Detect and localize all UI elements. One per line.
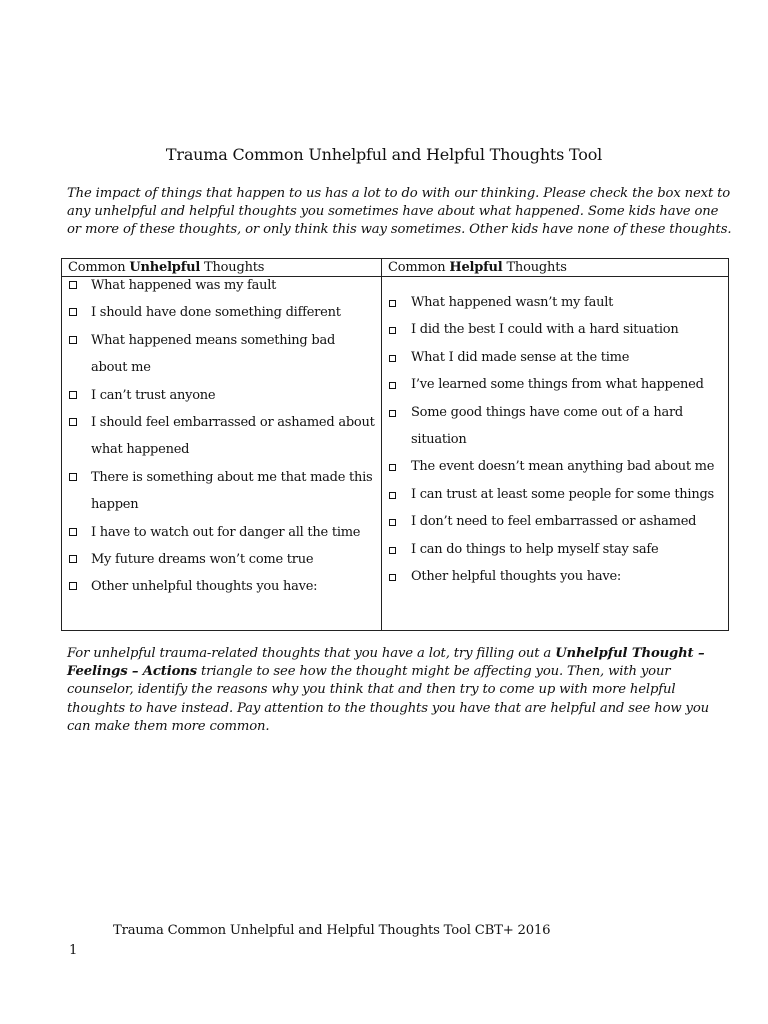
checkbox[interactable]	[69, 555, 77, 563]
helpful-thoughts-list	[389, 289, 725, 590]
helpful-item-label: I can do things to help myself stay safe	[411, 541, 659, 557]
unhelpful-item	[69, 546, 375, 573]
unhelpful-item	[69, 573, 375, 600]
unhelpful-thoughts-list	[69, 272, 375, 601]
helpful-header-pre: Common	[388, 260, 450, 275]
checkbox[interactable]	[69, 308, 77, 316]
helpful-item	[389, 371, 725, 398]
checkbox[interactable]	[69, 281, 77, 289]
helpful-item-label: I’ve learned some things from what happened	[411, 377, 704, 393]
page-footer: Trauma Common Unhelpful and Helpful Thoughts Tool CBT+ 2016	[113, 923, 551, 938]
closing-paragraph	[67, 645, 735, 736]
helpful-item-label: What I did made sense at the time	[411, 349, 630, 365]
column-divider	[381, 259, 382, 630]
checkbox[interactable]	[389, 382, 396, 389]
checkbox[interactable]	[389, 327, 396, 334]
document-title: Trauma Common Unhelpful and Helpful Thoughts Tool	[165, 145, 603, 164]
helpful-item	[389, 563, 725, 590]
helpful-header-post: Thoughts	[502, 260, 567, 275]
unhelpful-item-label: I can’t trust anyone	[91, 387, 216, 403]
unhelpful-header-bold: Unhelpful	[129, 260, 201, 275]
helpful-item-label: I don’t need to feel embarrassed or ashamed	[411, 514, 697, 530]
helpful-item	[389, 316, 725, 343]
unhelpful-item-label: I should feel embarrassed or ashamed about what happened	[91, 415, 375, 458]
unhelpful-item-label: What happened was my fault	[91, 278, 277, 293]
unhelpful-header-post: Thoughts	[200, 260, 265, 275]
checkbox[interactable]	[389, 300, 396, 307]
helpful-item	[389, 536, 725, 563]
checkbox[interactable]	[69, 473, 77, 481]
closing-text-2: triangle to see how the thought might be affecting you. Then, with your counselor, identify the reasons why you think that and then try to come up with more helpful thoughts to have instead. Pay attention to the thoughts you have that are helpful and see how you can make them more common.	[67, 664, 709, 734]
unhelpful-item-label: There is something about me that made this happen	[91, 469, 373, 513]
unhelpful-item-label: My future dreams won’t come true	[91, 552, 314, 568]
unhelpful-item	[69, 382, 375, 409]
checkbox[interactable]	[389, 464, 396, 471]
intro-paragraph: The impact of things that happen to us has a lot to do with our thinking. Please check the box next to any unhelpful and helpful thoughts you sometimes have about what happened. Some kids have one or more of these thoughts, or only think this way sometimes. Other kids have none of these thoughts.	[67, 186, 732, 237]
helpful-item	[389, 399, 725, 454]
helpful-header	[388, 260, 567, 275]
unhelpful-item	[69, 519, 375, 546]
helpful-item	[389, 289, 725, 316]
helpful-item-label: I can trust at least some people for some things	[411, 486, 714, 502]
unhelpful-item-label: I have to watch out for danger all the time	[91, 524, 361, 540]
helpful-item	[389, 481, 725, 508]
checkbox[interactable]	[69, 418, 77, 426]
checkbox[interactable]	[389, 492, 396, 499]
checkbox[interactable]	[69, 528, 77, 536]
unhelpful-item	[69, 464, 375, 519]
thoughts-table	[61, 258, 729, 631]
unhelpful-item	[69, 299, 375, 326]
helpful-item	[389, 453, 725, 480]
unhelpful-item	[69, 272, 375, 299]
unhelpful-header-pre: Common	[68, 260, 130, 275]
helpful-item	[389, 344, 725, 371]
checkbox[interactable]	[389, 410, 396, 417]
helpful-item	[389, 508, 725, 535]
unhelpful-item	[69, 409, 375, 464]
page-number: 1	[69, 943, 78, 958]
checkbox[interactable]	[69, 336, 77, 344]
checkbox[interactable]	[389, 547, 396, 554]
helpful-item-label: Some good things have come out of a hard situation	[411, 404, 683, 448]
helpful-item-label: I did the best I could with a hard situation	[411, 322, 679, 338]
unhelpful-item-label: What happened means something bad about me	[91, 332, 336, 376]
checkbox[interactable]	[389, 355, 396, 362]
closing-bold: Unhelpful Thought – Feelings – Actions	[67, 646, 705, 680]
unhelpful-item-label: I should have done something different	[91, 305, 341, 321]
helpful-header-bold: Helpful	[449, 260, 503, 275]
helpful-item-label: Other helpful thoughts you have:	[411, 569, 622, 585]
checkbox[interactable]	[69, 391, 77, 399]
unhelpful-item	[69, 327, 375, 382]
unhelpful-item-label: Other unhelpful thoughts you have:	[91, 579, 318, 595]
checkbox[interactable]	[69, 582, 77, 590]
closing-text-1: For unhelpful trauma-related thoughts that you have a lot, try filling out a	[67, 646, 556, 661]
checkbox[interactable]	[389, 574, 396, 581]
checkbox[interactable]	[389, 519, 396, 526]
helpful-item-label: What happened wasn’t my fault	[411, 295, 614, 310]
helpful-item-label: The event doesn’t mean anything bad about me	[411, 459, 715, 475]
